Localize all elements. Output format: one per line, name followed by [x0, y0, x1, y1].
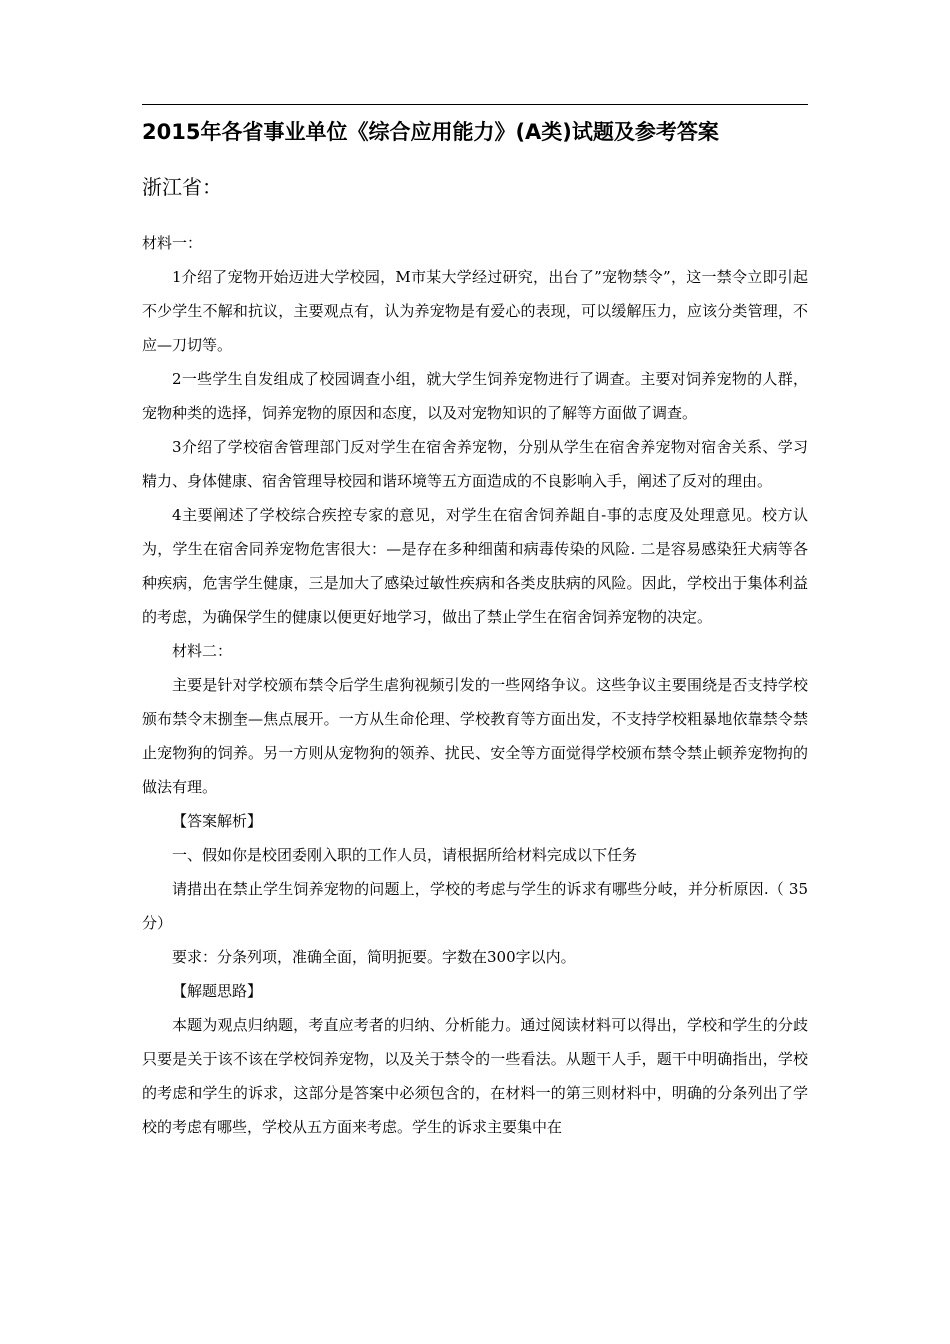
- paragraph: 4主要阐述了学校综合疾控专家的意见，对学生在宿舍饲养龃自-事的志度及处理意见。校方认为，学生在宿舍同养宠物危害很大：—是存在多种细菌和病毒传染的风险. 二是容易感染狂犬病等各种疾病，危害学生健康，三是加大了感染过敏性疾病和各类皮肤病的风险。因此，学校出于集体利益的考虑，为确保学生的健康以便更好地学习，做出了禁止学生在宿舍饲养宠物的决定。: [142, 506, 808, 626]
- header-rule: [142, 104, 808, 105]
- material-one-label: 材料一：: [142, 234, 203, 252]
- document-body: [142, 226, 808, 1144]
- paragraph: 1介绍了宠物开始迈进大学校园，M市某大学经过研究，出台了”宠物禁令”，这一禁令立即引起不少学生不解和抗议，主要观点有，认为养宠物是有爱心的表现，可以缓解压力，应该分类管理，不应—刀切等。: [142, 268, 808, 354]
- paragraph: 本题为观点归纳题，考直应考者的归纳、分析能力。通过阅读材料可以得出，学校和学生的分歧只要是关于该不该在学校饲养宠物，以及关于禁令的一些看法。从题干人手，题干中明确指出，学校的考虑和学生的诉求，这部分是答案中必须包含的，在材料一的第三则材料中，明确的分条列出了学校的考虑有哪些，学校从五方面来考虑。学生的诉求主要集中在: [142, 1016, 808, 1136]
- document-title: 2015年各省事业单位《综合应用能力》(A类)试题及参考答案: [142, 120, 719, 144]
- question: 请措出在禁止学生饲养宠物的问题上，学校的考虑与学生的诉求有哪些分岐，并分析原因.（ 35分）: [142, 880, 808, 932]
- material-two-label: 材料二：: [172, 642, 233, 660]
- task-statement: 一、假如你是校团委刚入职的工作人员，请根据所给材料完成以下任务: [172, 846, 638, 864]
- paragraph: 主要是针对学校颁布禁令后学生虐狗视频引发的一些网络争议。这些争议主要围绕是否支持学校颁布禁令末捌奎—焦点展开。一方从生命伦理、学校教育等方面出发，不支持学校粗暴地依靠禁令禁止宠物狗的饲养。另一方则从宠物狗的领养、扰民、安全等方面觉得学校颁布禁令禁止顿养宠物拘的做法有理。: [142, 676, 808, 796]
- answer-analysis-heading: 【答案解析】: [172, 812, 263, 830]
- province-heading: 浙江省：: [142, 175, 222, 199]
- paragraph: 2一些学生自发组成了校园调查小组，就大学生饲养宠物进行了调查。主要对饲养宠物的人群，宠物种类的选择，饲养宠物的原因和态度，以及对宠物知识的了解等方面做了调查。: [142, 370, 808, 422]
- paragraph: 3介绍了学校宿舍管理部门反对学生在宿舍养宠物，分别从学生在宿舍养宠物对宿舍关系、学习精力、身体健康、宿舍管理导校园和谐环境等五方面造成的不良影响入手，阐述了反对的理由。: [142, 438, 808, 490]
- requirements: 要求：分条列项，准确全面，简明扼要。字数在300字以内。: [172, 948, 576, 966]
- solution-approach-heading: 【解题思路】: [172, 982, 263, 1000]
